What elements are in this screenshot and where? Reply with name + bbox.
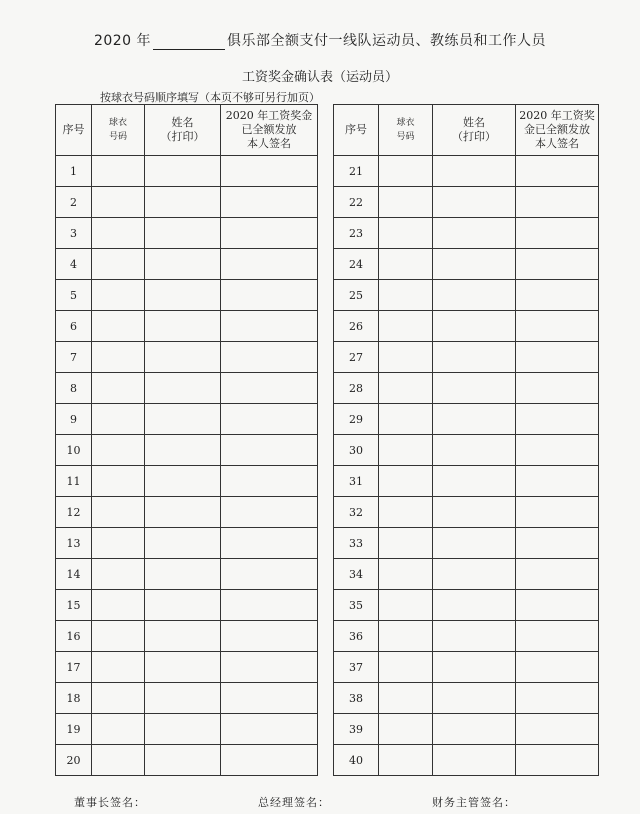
row-seq-number: 12	[56, 497, 92, 528]
player-name-cell[interactable]	[145, 590, 221, 621]
seq-header: 序号	[56, 105, 92, 156]
player-name-cell[interactable]	[145, 187, 221, 218]
player-name-cell[interactable]	[145, 342, 221, 373]
jersey-number-cell[interactable]	[92, 187, 145, 218]
club-name-blank[interactable]	[153, 35, 225, 50]
table-row	[334, 187, 599, 218]
jersey-number-cell[interactable]	[379, 497, 433, 528]
signature-cell[interactable]	[221, 745, 318, 776]
table-header-row	[56, 105, 318, 156]
signature-cell[interactable]	[221, 156, 318, 187]
jersey-number-cell[interactable]	[92, 249, 145, 280]
name-header	[433, 105, 516, 156]
player-name-cell[interactable]	[145, 218, 221, 249]
signature-header-line1: 2020 年工资奖	[519, 109, 595, 122]
jersey-number-cell[interactable]	[92, 342, 145, 373]
jersey-number-cell[interactable]	[92, 373, 145, 404]
jersey-header-line2: 号码	[396, 132, 415, 142]
row-seq-number: 3	[56, 218, 92, 249]
jersey-number-cell[interactable]	[92, 652, 145, 683]
jersey-number-cell[interactable]	[92, 280, 145, 311]
table-row	[334, 652, 599, 683]
signature-cell[interactable]	[516, 435, 599, 466]
jersey-number-header	[92, 105, 145, 156]
signature-header-line2: 已全额发放	[241, 123, 297, 136]
player-name-cell[interactable]	[433, 466, 516, 497]
signature-cell[interactable]	[516, 528, 599, 559]
jersey-number-cell[interactable]	[379, 373, 433, 404]
table-row	[334, 559, 599, 590]
title-rest: 俱乐部全额支付一线队运动员、教练员和工作人员	[227, 33, 547, 49]
table-row	[56, 342, 318, 373]
table-row	[56, 280, 318, 311]
row-seq-number: 26	[334, 311, 379, 342]
signature-cell[interactable]	[516, 218, 599, 249]
table-row	[56, 373, 318, 404]
fill-instruction: 按球衣号码顺序填写（本页不够可另行加页）	[100, 91, 320, 104]
row-seq-number: 16	[56, 621, 92, 652]
table-row	[334, 249, 599, 280]
row-seq-number: 24	[334, 249, 379, 280]
jersey-number-cell[interactable]	[379, 466, 433, 497]
table-row	[334, 156, 599, 187]
jersey-number-cell[interactable]	[92, 683, 145, 714]
player-name-cell[interactable]	[433, 435, 516, 466]
row-seq-number: 29	[334, 404, 379, 435]
jersey-number-cell[interactable]	[379, 590, 433, 621]
jersey-number-cell[interactable]	[92, 621, 145, 652]
player-name-cell[interactable]	[433, 683, 516, 714]
signature-cell[interactable]	[221, 528, 318, 559]
table-row	[56, 435, 318, 466]
table-row	[56, 621, 318, 652]
row-seq-number: 11	[56, 466, 92, 497]
jersey-number-cell[interactable]	[379, 311, 433, 342]
name-header-line2: （打印）	[160, 130, 205, 143]
table-row	[334, 218, 599, 249]
signature-cell[interactable]	[516, 249, 599, 280]
player-name-cell[interactable]	[145, 280, 221, 311]
table-row	[56, 714, 318, 745]
jersey-number-cell[interactable]	[379, 280, 433, 311]
player-name-cell[interactable]	[433, 311, 516, 342]
jersey-number-header	[379, 105, 433, 156]
table-row	[334, 466, 599, 497]
jersey-number-cell[interactable]	[92, 528, 145, 559]
table-row	[56, 652, 318, 683]
signature-header-line2: 金已全额发放	[524, 123, 590, 136]
player-name-cell[interactable]	[433, 373, 516, 404]
table-row	[334, 621, 599, 652]
row-seq-number: 2	[56, 187, 92, 218]
table-row	[56, 590, 318, 621]
player-name-cell[interactable]	[145, 745, 221, 776]
player-name-cell[interactable]	[145, 528, 221, 559]
signature-cell[interactable]	[516, 652, 599, 683]
table-row	[56, 466, 318, 497]
table-row	[334, 280, 599, 311]
roster-table-left	[55, 104, 318, 776]
jersey-number-cell[interactable]	[92, 218, 145, 249]
jersey-number-cell[interactable]	[379, 249, 433, 280]
table-row	[334, 683, 599, 714]
signature-header-line3: 本人签名	[535, 137, 579, 150]
signature-cell[interactable]	[221, 311, 318, 342]
player-name-cell[interactable]	[433, 714, 516, 745]
signature-cell[interactable]	[221, 249, 318, 280]
finance-signature-label: 财务主管签名：	[432, 796, 516, 809]
player-name-cell[interactable]	[145, 559, 221, 590]
row-seq-number: 38	[334, 683, 379, 714]
player-name-cell[interactable]	[145, 714, 221, 745]
jersey-number-cell[interactable]	[379, 342, 433, 373]
player-name-cell[interactable]	[145, 466, 221, 497]
row-seq-number: 35	[334, 590, 379, 621]
player-name-cell[interactable]	[145, 311, 221, 342]
player-name-cell[interactable]	[145, 683, 221, 714]
signature-cell[interactable]	[516, 373, 599, 404]
table-row	[334, 497, 599, 528]
row-seq-number: 21	[334, 156, 379, 187]
general-manager-signature-label: 总经理签名：	[258, 796, 330, 809]
player-name-cell[interactable]	[433, 280, 516, 311]
seq-header: 序号	[334, 105, 379, 156]
player-name-cell[interactable]	[433, 187, 516, 218]
jersey-number-cell[interactable]	[379, 187, 433, 218]
jersey-number-cell[interactable]	[92, 404, 145, 435]
jersey-number-cell[interactable]	[379, 683, 433, 714]
row-seq-number: 9	[56, 404, 92, 435]
table-row	[334, 404, 599, 435]
signature-cell[interactable]	[516, 714, 599, 745]
name-header-line2: （打印）	[452, 130, 496, 143]
signature-cell[interactable]	[221, 714, 318, 745]
row-seq-number: 32	[334, 497, 379, 528]
signature-cell[interactable]	[516, 404, 599, 435]
jersey-number-cell[interactable]	[92, 590, 145, 621]
signature-header	[221, 105, 318, 156]
table-row	[334, 435, 599, 466]
jersey-number-cell[interactable]	[379, 745, 433, 776]
signature-cell[interactable]	[516, 466, 599, 497]
row-seq-number: 10	[56, 435, 92, 466]
player-name-cell[interactable]	[433, 528, 516, 559]
signature-cell[interactable]	[221, 187, 318, 218]
table-row	[56, 249, 318, 280]
table-row	[334, 714, 599, 745]
signature-cell[interactable]	[516, 280, 599, 311]
row-seq-number: 14	[56, 559, 92, 590]
signature-header-line1: 2020 年工资奖金	[225, 109, 313, 122]
table-header-row	[334, 105, 599, 156]
name-header-line1: 姓名	[463, 116, 485, 129]
jersey-number-cell[interactable]	[379, 156, 433, 187]
jersey-header-line2: 号码	[108, 132, 127, 142]
jersey-number-cell[interactable]	[379, 559, 433, 590]
row-seq-number: 1	[56, 156, 92, 187]
name-header-line1: 姓名	[171, 116, 194, 129]
row-seq-number: 20	[56, 745, 92, 776]
row-seq-number: 39	[334, 714, 379, 745]
jersey-header-line1: 球衣	[108, 118, 127, 128]
roster-table-right	[333, 104, 599, 776]
row-seq-number: 37	[334, 652, 379, 683]
signature-cell[interactable]	[516, 342, 599, 373]
table-row	[56, 528, 318, 559]
row-seq-number: 28	[334, 373, 379, 404]
player-name-cell[interactable]	[433, 652, 516, 683]
signature-cell[interactable]	[221, 466, 318, 497]
signature-cell[interactable]	[221, 590, 318, 621]
row-seq-number: 23	[334, 218, 379, 249]
row-seq-number: 25	[334, 280, 379, 311]
jersey-number-cell[interactable]	[379, 714, 433, 745]
table-row	[334, 528, 599, 559]
signature-cell[interactable]	[516, 590, 599, 621]
jersey-number-cell[interactable]	[92, 466, 145, 497]
row-seq-number: 19	[56, 714, 92, 745]
signature-cell[interactable]	[221, 373, 318, 404]
row-seq-number: 4	[56, 249, 92, 280]
player-name-cell[interactable]	[433, 218, 516, 249]
row-seq-number: 22	[334, 187, 379, 218]
player-name-cell[interactable]	[433, 497, 516, 528]
jersey-number-cell[interactable]	[92, 497, 145, 528]
jersey-number-cell[interactable]	[92, 311, 145, 342]
table-row	[56, 187, 318, 218]
table-row	[56, 683, 318, 714]
signature-cell[interactable]	[516, 559, 599, 590]
signature-header	[516, 105, 599, 156]
table-row	[334, 590, 599, 621]
signature-cell[interactable]	[516, 745, 599, 776]
player-name-cell[interactable]	[145, 621, 221, 652]
player-name-cell[interactable]	[433, 249, 516, 280]
chairman-signature-label: 董事长签名：	[74, 796, 146, 809]
table-row	[56, 218, 318, 249]
player-name-cell[interactable]	[433, 342, 516, 373]
row-seq-number: 30	[334, 435, 379, 466]
signature-cell[interactable]	[516, 683, 599, 714]
jersey-number-cell[interactable]	[379, 435, 433, 466]
row-seq-number: 8	[56, 373, 92, 404]
jersey-number-cell[interactable]	[92, 714, 145, 745]
jersey-number-cell[interactable]	[92, 435, 145, 466]
signature-cell[interactable]	[221, 342, 318, 373]
player-name-cell[interactable]	[433, 559, 516, 590]
title-year: 2020 年	[93, 33, 152, 49]
signature-cell[interactable]	[221, 404, 318, 435]
signature-cell[interactable]	[516, 621, 599, 652]
signature-cell[interactable]	[516, 311, 599, 342]
row-seq-number: 34	[334, 559, 379, 590]
signature-header-line3: 本人签名	[247, 137, 291, 150]
player-name-cell[interactable]	[145, 497, 221, 528]
row-seq-number: 13	[56, 528, 92, 559]
row-seq-number: 31	[334, 466, 379, 497]
table-row	[56, 745, 318, 776]
player-name-cell[interactable]	[433, 745, 516, 776]
signature-cell[interactable]	[221, 621, 318, 652]
table-row	[56, 311, 318, 342]
row-seq-number: 5	[56, 280, 92, 311]
row-seq-number: 36	[334, 621, 379, 652]
row-seq-number: 40	[334, 745, 379, 776]
player-name-cell[interactable]	[145, 652, 221, 683]
name-header	[145, 105, 221, 156]
jersey-number-cell[interactable]	[379, 218, 433, 249]
player-name-cell[interactable]	[433, 590, 516, 621]
player-name-cell[interactable]	[433, 156, 516, 187]
table-row	[334, 745, 599, 776]
row-seq-number: 27	[334, 342, 379, 373]
table-row	[334, 373, 599, 404]
player-name-cell[interactable]	[433, 404, 516, 435]
signature-cell[interactable]	[516, 156, 599, 187]
signature-cell[interactable]	[221, 218, 318, 249]
signature-cell[interactable]	[221, 559, 318, 590]
player-name-cell[interactable]	[145, 435, 221, 466]
signature-cell[interactable]	[221, 497, 318, 528]
player-name-cell[interactable]	[145, 156, 221, 187]
jersey-number-cell[interactable]	[379, 404, 433, 435]
table-row	[56, 559, 318, 590]
jersey-number-cell[interactable]	[92, 559, 145, 590]
table-row	[334, 342, 599, 373]
jersey-number-cell[interactable]	[379, 621, 433, 652]
row-seq-number: 15	[56, 590, 92, 621]
player-name-cell[interactable]	[145, 249, 221, 280]
signature-cell[interactable]	[516, 187, 599, 218]
row-seq-number: 7	[56, 342, 92, 373]
row-seq-number: 18	[56, 683, 92, 714]
form-subtitle: 工资奖金确认表（运动员）	[241, 70, 398, 85]
table-row	[56, 156, 318, 187]
jersey-number-cell[interactable]	[92, 156, 145, 187]
table-row	[56, 404, 318, 435]
jersey-header-line1: 球衣	[396, 118, 415, 128]
jersey-number-cell[interactable]	[92, 745, 145, 776]
row-seq-number: 33	[334, 528, 379, 559]
row-seq-number: 17	[56, 652, 92, 683]
row-seq-number: 6	[56, 311, 92, 342]
form-title	[0, 30, 640, 50]
signature-cell[interactable]	[221, 652, 318, 683]
jersey-number-cell[interactable]	[379, 652, 433, 683]
player-name-cell[interactable]	[433, 621, 516, 652]
player-name-cell[interactable]	[145, 404, 221, 435]
signature-cell[interactable]	[221, 435, 318, 466]
jersey-number-cell[interactable]	[379, 528, 433, 559]
table-row	[334, 311, 599, 342]
signature-cell[interactable]	[221, 280, 318, 311]
table-row	[56, 497, 318, 528]
signature-cell[interactable]	[221, 683, 318, 714]
signature-cell[interactable]	[516, 497, 599, 528]
player-name-cell[interactable]	[145, 373, 221, 404]
